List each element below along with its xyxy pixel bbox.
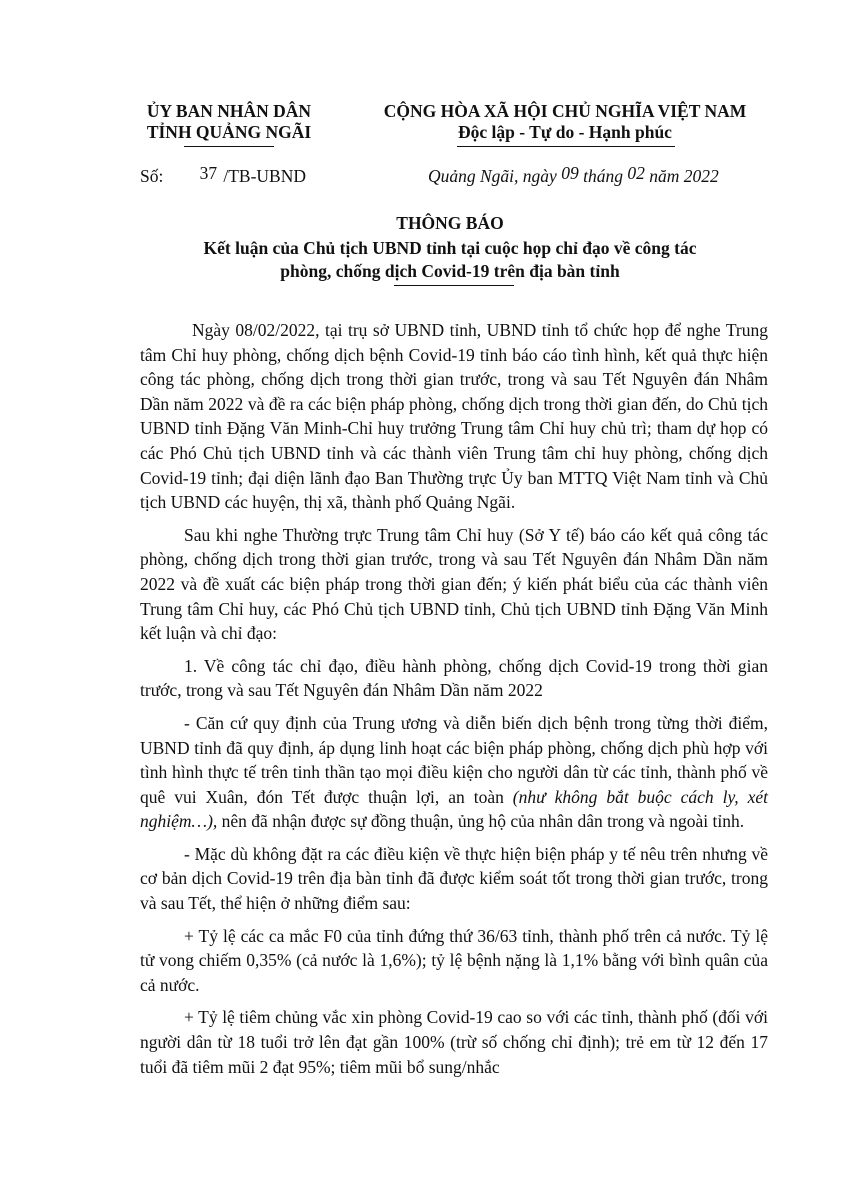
para4-text-after: nên đã nhận được sự đồng thuận, ủng hộ của nhân dân trong và ngoài tỉnh. [217,811,745,832]
authority-line-2: TỈNH QUẢNG NGÃI [146,122,312,142]
title-subject-line-1: Kết luận của Chủ tịch UBND tỉnh tại cuộc họp chỉ đạo về công tác [203,238,697,258]
paragraph-conclusion-intro: Sau khi nghe Thường trực Trung tâm Chỉ huy (Sở Y tế) báo cáo kết quả công tác phòng, chống dịch trong thời gian trước, trong và sau Tết Nguyên đán Nhâm Dần năm 2022 và đề xuất các biện pháp trong thời gian đến; ý kiến phát biểu của các thành viên Trung tâm Chỉ huy, các Phó Chủ tịch UBND tỉnh, Chủ tịch UBND tỉnh Đặng Văn Minh kết luận và chỉ đạo: [140,524,768,644]
document-body [140,318,768,1087]
paragraph-f0-rate: + Tỷ lệ các ca mắc F0 của tỉnh đứng thứ 36/63 tỉnh, thành phố trên cả nước. Tỷ lệ tử vong chiếm 0,35% (cả nước là 1,6%); tỷ lệ bệnh nặng là 1,1% bằng với bình quân của cả nước. [140,925,768,995]
paragraph-regulations [140,711,768,834]
paragraph-section-1-heading: 1. Về công tác chỉ đạo, điều hành phòng, chống dịch Covid-19 trong thời gian trước, trong và sau Tết Nguyên đán Nhâm Dần năm 2022 [140,655,768,701]
authority-underline [184,146,274,147]
motto-underline [457,146,675,147]
paragraph-vaccination-rate: + Tỷ lệ tiêm chủng vắc xin phòng Covid-19 cao so với các tỉnh, thành phố (đối với người dân từ 18 tuổi trở lên đạt gần 100% (trừ số chống chỉ định); trẻ em từ 12 đến 17 tuổi đã tiêm mũi 2 đạt 95%; tiêm mũi bổ sung/nhắc [140,1007,768,1077]
doc-number-value: 37 [199,163,218,183]
para4-italic-note: (như không bắt buộc cách ly, xét nghiệm…), [140,786,768,832]
national-motto: Độc lập - Tự do - Hạnh phúc [458,122,672,142]
para4-text-before: - Căn cứ quy định của Trung ương và diễn biến dịch bệnh trong từng thời điểm, UBND tỉnh đã quy định, áp dụng linh hoạt các biện pháp phòng, chống dịch phù hợp với tình hình thực tế trên tinh thần tạo mọi điều kiện cho người dân từ các tỉnh, thành phố về quê vui Xuân, đón Tết được thuận lợi, an toàn [140,712,768,807]
date-day: 09 [561,163,579,183]
document-title [130,212,770,283]
date-year: năm 2022 [649,166,719,186]
date-place: Quảng Ngãi, ngày [428,166,557,186]
paragraph-control-results: - Mặc dù không đặt ra các điều kiện về thực hiện biện pháp y tế nêu trên nhưng về cơ bản dịch Covid-19 trên địa bàn tỉnh đã được kiểm soát tốt trong thời gian trước, trong và sau Tết, thể hiện ở những điểm sau: [140,843,768,914]
date-month: 02 [627,163,645,183]
issuing-authority [128,101,330,143]
title-underline [394,285,514,286]
doc-number-prefix: Số: [140,166,164,186]
national-heading [360,101,770,143]
document-date [428,164,719,188]
authority-line-1: ỦY BAN NHÂN DÂN [146,101,312,121]
doc-number-suffix: /TB-UBND [223,166,306,186]
date-month-label: tháng [583,166,623,186]
national-name: CỘNG HÒA XÃ HỘI CHỦ NGHĨA VIỆT NAM [383,101,747,121]
document-number [140,164,306,188]
paragraph-meeting-info: Ngày 08/02/2022, tại trụ sở UBND tỉnh, UBND tỉnh tổ chức họp để nghe Trung tâm Chỉ huy phòng, chống dịch bệnh Covid-19 tỉnh báo cáo tình hình, kết quả thực hiện công tác phòng, chống dịch trong thời gian trước, trong và sau Tết Nguyên đán Nhâm Dần năm 2022 và đề ra các biện pháp phòng, chống dịch trong thời gian đến, do Chủ tịch UBND tỉnh Đặng Văn Minh-Chỉ huy trưởng Trung tâm Chỉ huy chủ trì; tham dự họp có các Phó Chủ tịch UBND tỉnh và các thành viên Trung tâm chỉ huy phòng, chống dịch Covid-19 tỉnh; đại diện lãnh đạo Ban Thường trực Ủy ban MTTQ Việt Nam tỉnh và Chủ tịch UBND các huyện, thị xã, thành phố Quảng Ngãi. [140,320,768,513]
title-subject-line-2: phòng, chống dịch Covid-19 trên địa bàn tỉnh [280,261,620,281]
title-main: THÔNG BÁO [396,213,504,233]
